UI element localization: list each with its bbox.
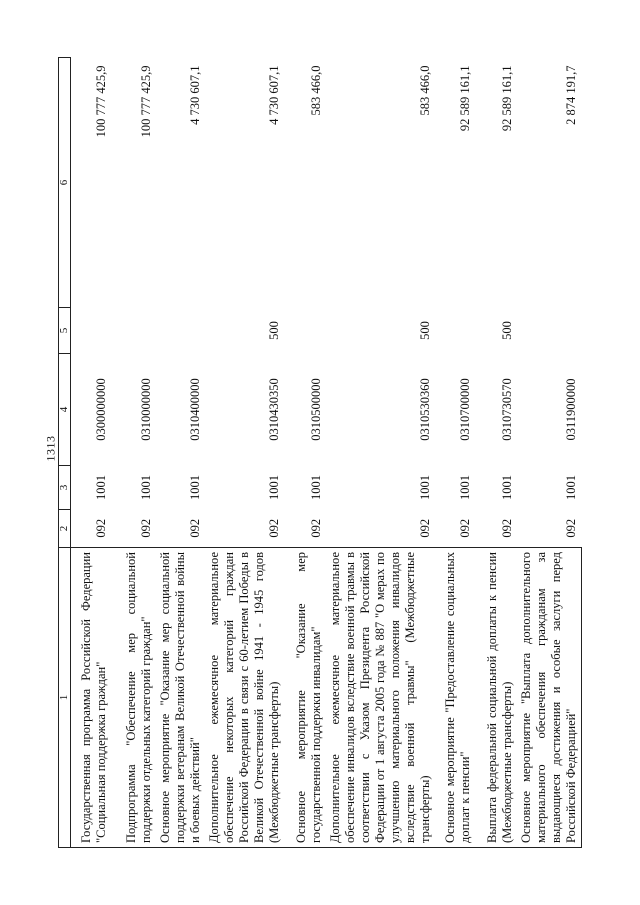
- row-ministry: 092: [138, 518, 153, 538]
- row-ministry: 092: [564, 518, 578, 538]
- row-section: 1001: [93, 475, 108, 500]
- row-amount: 4 730 607,1: [187, 65, 202, 125]
- page-number: 1313: [43, 435, 58, 462]
- row-type: 500: [499, 321, 514, 340]
- row-target: 0310700000: [457, 378, 472, 441]
- row-amount: 100 777 425,9: [93, 65, 108, 138]
- col-header-5: 5: [59, 308, 71, 354]
- table-row: [205, 58, 284, 848]
- table-row: [435, 58, 475, 848]
- row-amount: 583 466,0: [308, 65, 323, 116]
- col-header-6: 6: [59, 58, 71, 308]
- table-row: [71, 58, 111, 848]
- row-type: 500: [266, 321, 281, 340]
- row-amount: 92 589 161,1: [499, 65, 514, 132]
- row-name: Основное мероприятие "Предоставление социальных доплат к пенсии": [435, 548, 475, 848]
- row-name: Дополнительное ежемесячное материальное обеспечение инвалидов вследствие военной травмы в соответствии с Указом Президента Российской Федерации от 1 августа 2005 года № 887 "О мерах по улучшению материального положения инвалидов вследствие военной травмы" (Межбюджетные трансферты): [326, 548, 435, 848]
- row-section: 1001: [564, 475, 578, 500]
- row-target: 0310730570: [499, 378, 514, 441]
- table-row: [156, 58, 205, 848]
- row-type: 500: [417, 321, 432, 340]
- row-name: Основное мероприятие "Оказание мер социальной поддержки ветеранам Великой Отечественной войны и боевых действий": [156, 548, 205, 848]
- row-amount: 2 874 191,7: [564, 65, 578, 125]
- table-row: [111, 58, 156, 848]
- row-target: 0311900000: [564, 378, 578, 441]
- row-type: [284, 308, 326, 354]
- col-header-4: 4: [59, 354, 71, 466]
- row-amount: 100 777 425,9: [138, 65, 153, 138]
- table-row: [475, 58, 517, 848]
- row-section: 1001: [499, 475, 514, 500]
- row-ministry: 092: [417, 518, 432, 538]
- row-ministry: 092: [93, 518, 108, 538]
- row-section: 1001: [266, 475, 281, 500]
- row-section: 1001: [417, 475, 432, 500]
- row-amount: 92 589 161,1: [457, 65, 472, 132]
- table-row: [284, 58, 326, 848]
- row-type: [111, 308, 156, 354]
- table-row: [326, 58, 435, 848]
- budget-table-rotated: [58, 58, 614, 848]
- row-section: 1001: [308, 475, 323, 500]
- row-target: 0310530360: [417, 378, 432, 441]
- row-ministry: 092: [266, 518, 281, 538]
- row-name: Подпрограмма "Обеспечение мер социальной поддержки отдельных категорий граждан": [111, 548, 156, 848]
- col-header-3: 3: [59, 466, 71, 510]
- row-ministry: 092: [457, 518, 472, 538]
- row-amount: 4 730 607,1: [266, 65, 281, 125]
- row-type: [156, 308, 205, 354]
- row-name: Основное мероприятие "Оказание мер государственной поддержки инвалидам": [284, 548, 326, 848]
- row-amount: 583 466,0: [417, 65, 432, 116]
- row-type: [517, 308, 582, 354]
- row-type: [71, 308, 111, 354]
- row-target: 0310400000: [187, 378, 202, 441]
- row-target: 0310500000: [308, 378, 323, 441]
- col-header-2: 2: [59, 510, 71, 548]
- row-name: Выплата федеральной социальной доплаты к пенсии (Межбюджетные трансферты): [475, 548, 517, 848]
- row-ministry: 092: [499, 518, 514, 538]
- col-header-1: 1: [59, 548, 71, 848]
- table-row: [517, 58, 582, 848]
- row-section: 1001: [187, 475, 202, 500]
- row-target: 0300000000: [93, 378, 108, 441]
- row-section: 1001: [138, 475, 153, 500]
- row-type: [435, 308, 475, 354]
- row-name: Основное мероприятие "Выплата дополнительного материального обеспечения гражданам за выдающиеся достижения и особые заслуги перед Российской Федерацией": [517, 548, 582, 848]
- row-target: 0310430350: [266, 378, 281, 441]
- row-section: 1001: [457, 475, 472, 500]
- budget-table: [58, 57, 582, 848]
- row-ministry: 092: [308, 518, 323, 538]
- row-name: Дополнительное ежемесячное материальное обеспечение некоторых категорий граждан Российской Федерации в связи с 60-летием Победы в Великой Отечественной войне 1941 - 1945 годов (Межбюджетные трансферты): [205, 548, 284, 848]
- row-target: 0310000000: [138, 378, 153, 441]
- row-ministry: 092: [187, 518, 202, 538]
- table-header: [59, 58, 71, 848]
- row-name: Государственная программа Российской Федерации "Социальная поддержка граждан": [71, 548, 111, 848]
